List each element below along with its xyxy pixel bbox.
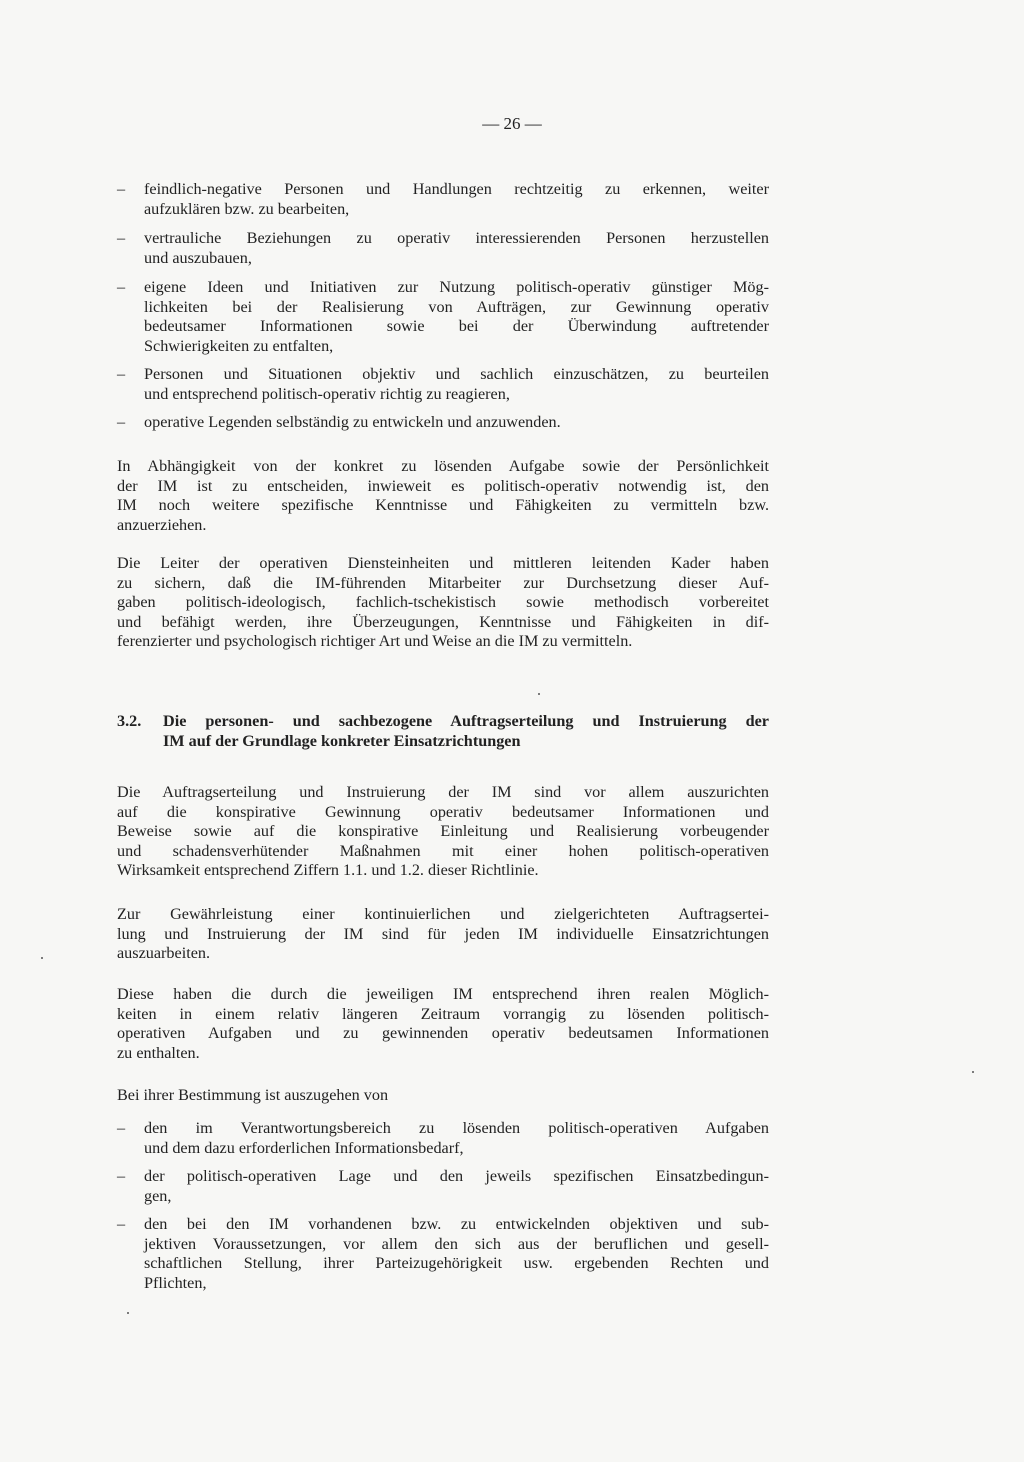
list-item — [117, 1167, 769, 1207]
section-heading — [117, 712, 769, 752]
bullet-dash: – — [117, 278, 126, 296]
list-item — [117, 278, 769, 358]
text-line: gen, — [144, 1186, 172, 1205]
bullet-dash: – — [117, 180, 126, 198]
text-line: bedeutsamer Informationen sowie bei der Überwindung auftretender — [144, 317, 769, 336]
text-line: lichkeiten bei der Realisierung von Aufträgen, zur Gewinnung operativ — [144, 297, 769, 316]
text-line: Personen und Situationen objektiv und sachlich einzuschätzen, zu beurteilen — [144, 365, 769, 383]
text-line: der IM ist zu entscheiden, inwieweit es politisch-operativ notwendig ist, den — [117, 476, 769, 495]
list-item — [117, 1119, 769, 1159]
text-line: eigene Ideen und Initiativen zur Nutzung politisch-operativ günstiger Mög- — [144, 278, 769, 296]
text-line: den bei den IM vorhandenen bzw. zu entwickelnden objektiven und sub- — [144, 1215, 769, 1233]
scan-speck — [127, 1312, 129, 1314]
text-line: jektiven Voraussetzungen, vor allem den sich aus der beruflichen und gesell- — [144, 1234, 769, 1253]
list-item — [117, 229, 769, 269]
list-item — [117, 365, 769, 405]
bullet-dash: – — [117, 229, 126, 247]
paragraph — [117, 905, 769, 964]
bullet-dash: – — [117, 1215, 126, 1233]
text-line: anzuerziehen. — [117, 515, 207, 534]
text-line: der politisch-operativen Lage und den jeweils spezifischen Einsatzbedingun- — [144, 1167, 769, 1185]
text-line: schaftlichen Stellung, ihrer Parteizugehörigkeit usw. ergebenden Rechten und — [144, 1254, 769, 1273]
text-line: IM noch weitere spezifische Kenntnisse und Fähigkeiten zu vermitteln bzw. — [117, 496, 769, 515]
scan-speck — [972, 1071, 974, 1073]
text-line: ferenzierter und psychologisch richtiger Art und Weise an die IM zu vermitteln. — [117, 632, 633, 651]
text-line: und auszubauen, — [144, 248, 252, 267]
text-line: gaben politisch-ideologisch, fachlich-tschekistisch sowie methodisch vorbereitet — [117, 593, 769, 612]
text-line: Bei ihrer Bestimmung ist auszugehen von — [117, 1086, 389, 1104]
list-item — [117, 413, 769, 433]
text-line: zu sichern, daß die IM-führenden Mitarbeiter zur Durchsetzung dieser Auf- — [117, 573, 769, 592]
bullet-dash: – — [117, 1119, 126, 1137]
text-line: Wirksamkeit entsprechend Ziffern 1.1. und 1.2. dieser Richtlinie. — [117, 861, 539, 880]
text-line: vertrauliche Beziehungen zu operativ interessierenden Personen herzustellen — [144, 229, 769, 247]
text-line: lung und Instruierung der IM sind für jeden IM individuelle Einsatzrichtungen — [117, 924, 769, 943]
paragraph — [117, 985, 769, 1063]
paragraph — [117, 783, 769, 881]
section-number: 3.2. — [117, 712, 142, 730]
text-line: In Abhängigkeit von der konkret zu lösenden Aufgabe sowie der Persönlichkeit — [117, 457, 769, 475]
text-line: aufzuklären bzw. zu bearbeiten, — [144, 199, 350, 218]
text-line: und dem dazu erforderlichen Informationsbedarf, — [144, 1138, 464, 1157]
text-line: und befähigt werden, ihre Überzeugungen, Kenntnisse und Fähigkeiten in dif- — [117, 612, 769, 631]
list-item — [117, 180, 769, 220]
text-line: auf die konspirative Gewinnung operativ bedeutsamer Informationen und — [117, 802, 769, 821]
list-item — [117, 1215, 769, 1295]
bullet-dash: – — [117, 365, 126, 383]
text-line: operative Legenden selbständig zu entwickeln und anzuwenden. — [144, 413, 561, 431]
text-line: Diese haben die durch die jeweiligen IM entsprechend ihren realen Möglich- — [117, 985, 769, 1003]
text-line: keiten in einem relativ längeren Zeitraum vorrangig zu lösenden politisch- — [117, 1004, 769, 1023]
text-line: den im Verantwortungsbereich zu lösenden politisch-operativen Aufgaben — [144, 1119, 769, 1137]
text-line: Schwierigkeiten zu entfalten, — [144, 336, 334, 355]
text-line: zu enthalten. — [117, 1043, 200, 1062]
bullet-dash: – — [117, 1167, 126, 1185]
text-line: und entsprechend politisch-operativ richtig zu reagieren, — [144, 384, 510, 403]
text-line: auszuarbeiten. — [117, 944, 211, 963]
paragraph — [117, 457, 769, 535]
page-number: — 26 — — [482, 114, 542, 133]
text-line: feindlich-negative Personen und Handlungen rechtzeitig zu erkennen, weiter — [144, 180, 769, 198]
text-line: und schadensverhütender Maßnahmen mit einer hohen politisch-operativen — [117, 841, 769, 860]
heading-line: IM auf der Grundlage konkreter Einsatzrichtungen — [163, 731, 521, 750]
text-line: Pflichten, — [144, 1273, 207, 1292]
paragraph — [117, 554, 769, 652]
heading-line: Die personen- und sachbezogene Auftragserteilung und Instruierung der — [163, 712, 769, 730]
text-line: Die Auftragserteilung und Instruierung der IM sind vor allem auszurichten — [117, 783, 769, 801]
scan-speck — [538, 693, 540, 695]
scan-speck — [41, 957, 43, 959]
bullet-dash: – — [117, 413, 126, 431]
paragraph — [117, 1086, 769, 1106]
text-line: Zur Gewährleistung einer kontinuierlichen und zielgerichteten Auftragsertei- — [117, 905, 769, 923]
text-line: operativen Aufgaben und zu gewinnenden operativ bedeutsamen Informationen — [117, 1024, 769, 1043]
text-line: Die Leiter der operativen Diensteinheiten und mittleren leitenden Kader haben — [117, 554, 769, 572]
text-line: Beweise sowie auf die konspirative Einleitung und Realisierung vorbeugender — [117, 822, 769, 841]
